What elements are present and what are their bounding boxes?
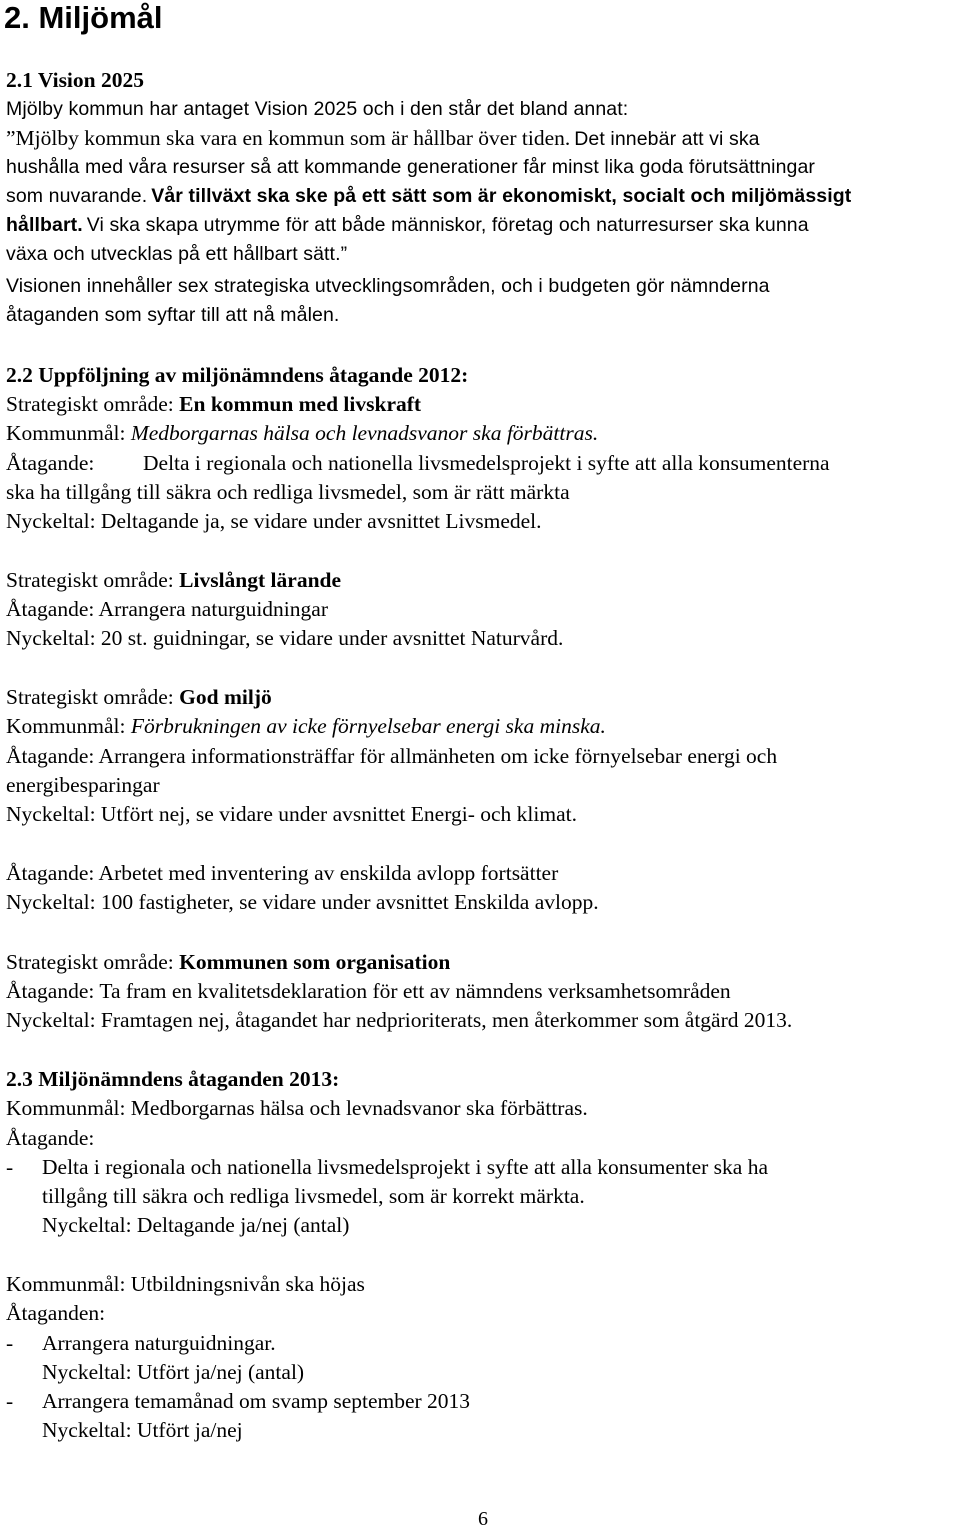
block5-area-label: Strategiskt område: (6, 950, 174, 974)
block3-area (6, 683, 272, 713)
block5-area (6, 948, 450, 978)
s23-commit-2-label: Åtaganden: (6, 1301, 106, 1325)
block5-key: Nyckeltal: Framtagen nej, åtagandet har nedprioriterats, men återkommer som åtgärd 2013. (6, 1008, 793, 1032)
s23-goal-1: Kommunmål: Medborgarnas hälsa och levnadsvanor ska förbättras. (6, 1096, 588, 1120)
vision-intro: Mjölby kommun har antaget Vision 2025 och i den står det bland annat: (6, 98, 629, 120)
block2-area-value: Livslångt lärande (179, 568, 342, 592)
heading-2-3: 2.3 Miljönämndens åtaganden 2013: (6, 1067, 340, 1091)
block5-commit: Åtagande: Ta fram en kvalitetsdeklaration för ett av nämndens verksamhetsområden (6, 979, 731, 1003)
vision-quote-line-5: växa och utvecklas på ett hållbart sätt.” (6, 243, 348, 265)
block4-commit: Åtagande: Arbetet med inventering av enskilda avlopp fortsätter (6, 861, 559, 885)
block3-area-label: Strategiskt område: (6, 685, 174, 709)
s23-item-1-line-1: Delta i regionala och nationella livsmedelsprojekt i syfte att alla konsumenter ska ha (42, 1155, 768, 1179)
heading-2-1: 2.1 Vision 2025 (6, 68, 144, 92)
vision-quote-line-3-a: som nuvarande. (6, 185, 148, 207)
block1-commit-label: Åtagande: (6, 451, 95, 475)
block2-key: Nyckeltal: 20 st. guidningar, se vidare under avsnittet Naturvård. (6, 626, 564, 650)
block1-area (6, 390, 421, 420)
block3-key: Nyckeltal: Utfört nej, se vidare under avsnittet Energi- och klimat. (6, 802, 577, 826)
vision-quote-line-3 (6, 182, 851, 212)
block1-commit-line-1 (6, 449, 830, 479)
block3-goal-label: Kommunmål: (6, 714, 126, 738)
block3-goal (6, 712, 606, 742)
list-dash-2: - (6, 1331, 14, 1355)
block1-goal-label: Kommunmål: (6, 421, 126, 445)
block1-area-label: Strategiskt område: (6, 392, 174, 416)
vision-para2-line-1: Visionen innehåller sex strategiska utvecklingsområden, och i budgeten gör nämnderna (6, 275, 770, 297)
block1-key: Nyckeltal: Deltagande ja, se vidare under avsnittet Livsmedel. (6, 509, 542, 533)
block1-goal (6, 419, 598, 449)
s23-item-2-line: Arrangera naturguidningar. (42, 1331, 276, 1355)
vision-quote-line-1-a: ”Mjölby kommun ska vara en kommun som är hållbar över tiden. (6, 126, 571, 150)
vision-quote-line-1-b: Det innebär att vi ska (574, 128, 760, 150)
list-dash-3: - (6, 1389, 14, 1413)
section-title: 2. Miljömål (4, 0, 163, 35)
list-dash-1: - (6, 1155, 14, 1179)
block1-goal-value: Medborgarnas hälsa och levnadsvanor ska förbättras. (130, 421, 599, 445)
s23-item-3-line: Arrangera temamånad om svamp september 2013 (42, 1389, 471, 1413)
block4-key: Nyckeltal: 100 fastigheter, se vidare under avsnittet Enskilda avlopp. (6, 890, 599, 914)
block3-commit-line-1: Åtagande: Arrangera informationsträffar för allmänheten om icke förnyelsebar energi och (6, 744, 778, 768)
block2-commit: Åtagande: Arrangera naturguidningar (6, 597, 328, 621)
block2-area (6, 566, 341, 596)
heading-2-2: 2.2 Uppföljning av miljönämndens åtagande 2012: (6, 363, 469, 387)
vision-para2-line-2: åtaganden som syftar till att nå målen. (6, 304, 340, 326)
block1-commit-line-2: ska ha tillgång till säkra och redliga livsmedel, som är rätt märkta (6, 480, 570, 504)
vision-quote-line-4 (6, 211, 809, 241)
page-number: 6 (478, 1508, 488, 1530)
s23-item-2-key: Nyckeltal: Utfört ja/nej (antal) (42, 1360, 305, 1384)
s23-item-1-key: Nyckeltal: Deltagande ja/nej (antal) (42, 1213, 350, 1237)
vision-quote-line-4-b: Vi ska skapa utrymme för att både människor, företag och naturresurser ska kunna (86, 214, 809, 236)
block3-commit-line-2: energibesparingar (6, 773, 160, 797)
block1-area-value: En kommun med livskraft (179, 392, 422, 416)
block2-area-label: Strategiskt område: (6, 568, 174, 592)
vision-quote-line-4-a: hållbart. (6, 214, 83, 236)
s23-commit-1-label: Åtagande: (6, 1126, 95, 1150)
vision-quote-line-1 (6, 124, 760, 155)
block5-area-value: Kommunen som organisation (179, 950, 451, 974)
block1-commit-value-1: Delta i regionala och nationella livsmedelsprojekt i syfte att alla konsumenterna (143, 451, 830, 475)
s23-item-3-key: Nyckeltal: Utfört ja/nej (42, 1418, 243, 1442)
block3-area-value: God miljö (179, 685, 272, 709)
s23-item-1-line-2: tillgång till säkra och redliga livsmedel, som är korrekt märkta. (42, 1184, 585, 1208)
block3-goal-value: Förbrukningen av icke förnyelsebar energi ska minska. (130, 714, 606, 738)
vision-quote-line-2: hushålla med våra resurser så att kommande generationer får minst lika goda förutsättningar (6, 156, 816, 178)
vision-quote-line-3-b: Vår tillväxt ska ske på ett sätt som är ekonomiskt, socialt och miljömässigt (151, 185, 852, 207)
s23-goal-2: Kommunmål: Utbildningsnivån ska höjas (6, 1272, 365, 1296)
